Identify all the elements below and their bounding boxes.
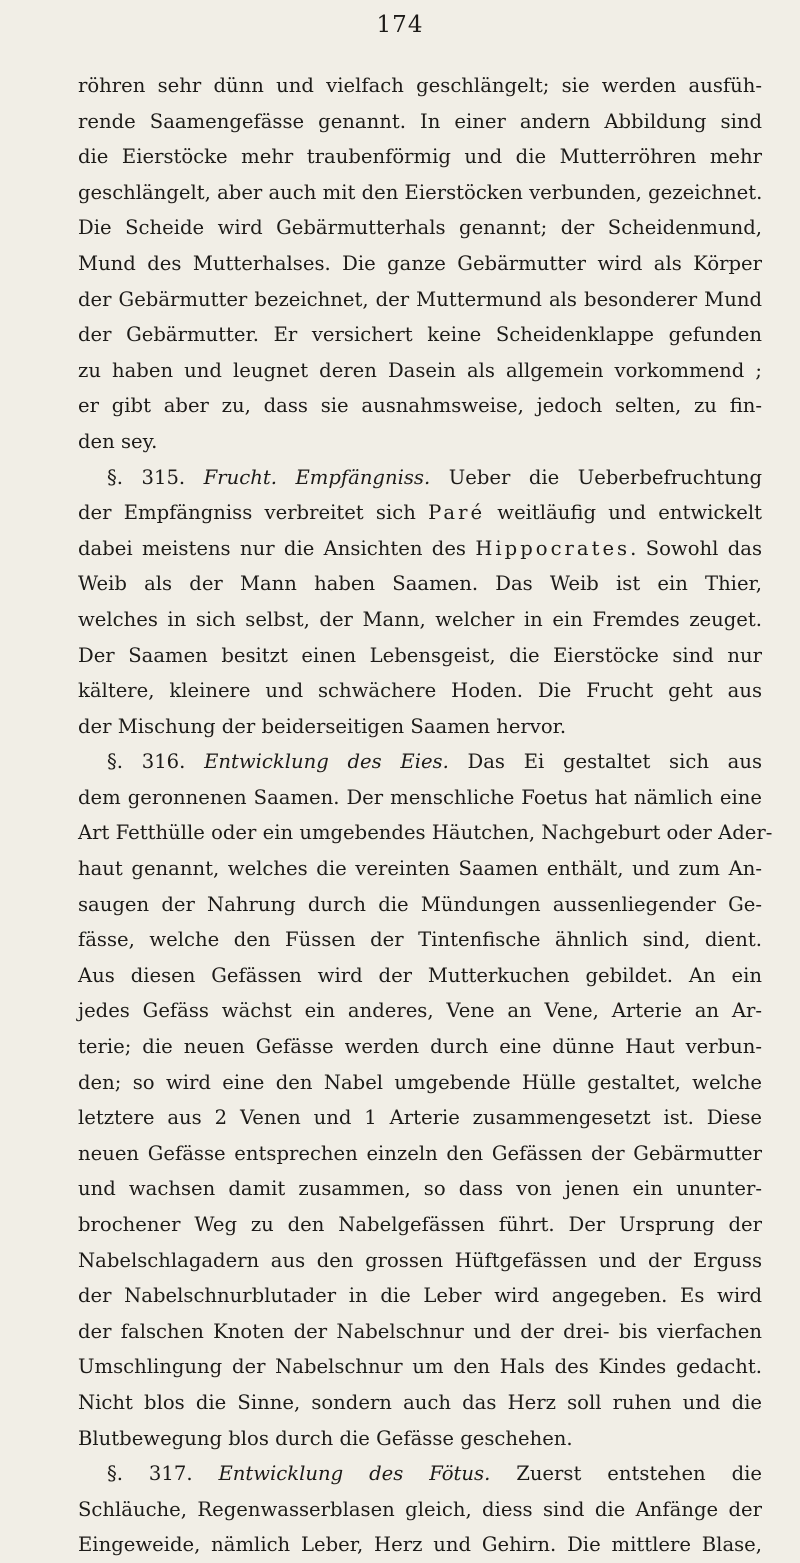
- text-line: [78, 139, 762, 175]
- line-text: der Mischung der beiderseitigen Saamen hervor.: [78, 714, 567, 738]
- author-name: Paré: [428, 501, 486, 525]
- text-line: [78, 887, 762, 923]
- text-line: [78, 673, 762, 709]
- section-heading: Frucht. Empfängniss.: [203, 465, 431, 489]
- text-line: [78, 424, 762, 460]
- text-line: [78, 282, 762, 318]
- section-heading: Entwicklung des Fötus.: [218, 1462, 491, 1486]
- line-text: jedes Gefäss wächst ein anderes, Vene an Vene, Arterie an Ar-: [78, 999, 762, 1023]
- line-text: . Sowohl das: [630, 536, 762, 560]
- text-line: [78, 1243, 762, 1279]
- line-text: Nabelschlagadern aus den grossen Hüftgefässen und der Erguss: [78, 1248, 762, 1272]
- text-line: [78, 388, 762, 424]
- line-text: welches in sich selbst, der Mann, welcher in ein Fremdes zeuget.: [78, 607, 762, 631]
- text-line: [78, 1349, 762, 1385]
- text-line: [78, 1100, 762, 1136]
- line-text: haut genannt, welches die vereinten Saamen enthält, und zum An-: [78, 857, 762, 881]
- text-line: [78, 175, 762, 211]
- text-line: [78, 210, 762, 246]
- line-text: Das Ei gestaltet sich aus: [448, 750, 763, 774]
- line-text: Mund des Mutterhalses. Die ganze Gebärmutter wird als Körper: [78, 251, 762, 275]
- line-text: die Eierstöcke mehr traubenförmig und die Mutterröhren mehr: [78, 145, 762, 169]
- text-line: [78, 1029, 762, 1065]
- text-line: [78, 958, 762, 994]
- line-text: Ueber die Ueberbefruchtung: [430, 465, 762, 489]
- line-text: Schläuche, Regenwasserblasen gleich, diess sind die Anfänge der: [78, 1497, 762, 1521]
- line-text: rende Saamengefässe genannt. In einer andern Abbildung sind: [78, 109, 762, 133]
- text-line: [78, 922, 762, 958]
- text-line: [78, 68, 762, 104]
- line-text: saugen der Nahrung durch die Mündungen aussenliegender Ge-: [78, 892, 762, 916]
- line-text: der Empfängniss verbreitet sich: [78, 501, 429, 525]
- line-text: er gibt aber zu, dass sie ausnahmsweise, jedoch selten, zu fin-: [78, 394, 762, 418]
- line-text: Der Saamen besitzt einen Lebensgeist, die Eierstöcke sind nur: [78, 643, 762, 667]
- line-text: Blutbewegung blos durch die Gefässe geschehen.: [78, 1426, 573, 1450]
- line-text: den; so wird eine den Nabel umgebende Hülle gestaltet, welche: [78, 1070, 762, 1094]
- line-text: §. 316.: [107, 750, 205, 774]
- text-line: [78, 993, 762, 1029]
- text-line: [78, 780, 762, 816]
- line-text: terie; die neuen Gefässe werden durch eine dünne Haut verbun-: [78, 1035, 762, 1059]
- line-text: dem geronnenen Saamen. Der menschliche Foetus hat nämlich eine: [78, 785, 762, 809]
- text-line: [78, 1385, 762, 1421]
- text-line: [78, 851, 762, 887]
- text-line: [78, 1527, 762, 1563]
- text-line: [78, 104, 762, 140]
- line-text: Art Fetthülle oder ein umgebendes Häutchen, Nachgeburt oder Ader-: [78, 821, 773, 845]
- line-text: Weib als der Mann haben Saamen. Das Weib ist ein Thier,: [78, 572, 762, 596]
- section-heading: Entwicklung des Eies.: [204, 750, 449, 774]
- line-text: Die Scheide wird Gebärmutterhals genannt; der Scheidenmund,: [78, 216, 762, 240]
- line-text: der falschen Knoten der Nabelschnur und der drei- bis vierfachen: [78, 1319, 762, 1343]
- author-name: Hippocrates: [475, 536, 631, 560]
- line-text: zu haben und leugnet deren Dasein als allgemein vorkommend ;: [78, 358, 762, 382]
- text-line: [78, 709, 762, 745]
- text-line: [78, 1421, 762, 1457]
- text-line: [78, 1136, 762, 1172]
- text-line: [78, 1492, 762, 1528]
- text-line: [78, 246, 762, 282]
- line-text: kältere, kleinere und schwächere Hoden. Die Frucht geht aus: [78, 679, 762, 703]
- line-text: §. 317.: [107, 1462, 219, 1486]
- line-text: Eingeweide, nämlich Leber, Herz und Gehirn. Die mittlere Blase,: [78, 1533, 762, 1557]
- text-line: [78, 1278, 762, 1314]
- line-text: Nicht blos die Sinne, sondern auch das Herz soll ruhen und die: [78, 1390, 762, 1414]
- line-text: geschlängelt, aber auch mit den Eierstöcken verbunden, gezeichnet.: [78, 180, 763, 204]
- line-text: brochener Weg zu den Nabelgefässen führt. Der Ursprung der: [78, 1213, 762, 1236]
- text-line: [78, 317, 762, 353]
- text-line: [78, 1456, 762, 1492]
- text-line: [78, 353, 762, 389]
- text-line: [78, 531, 762, 567]
- line-text: der Gebärmutter bezeichnet, der Muttermund als besonderer Mund: [78, 287, 762, 311]
- text-line: [78, 602, 762, 638]
- text-line: [78, 566, 762, 602]
- line-text: Aus diesen Gefässen wird der Mutterkuchen gebildet. An ein: [78, 963, 762, 987]
- text-line: [78, 638, 762, 674]
- text-line: [78, 1207, 762, 1243]
- text-line: [78, 744, 762, 780]
- line-text: der Nabelschnurblutader in die Leber wird angegeben. Es wird: [78, 1284, 762, 1308]
- text-line: [78, 1314, 762, 1350]
- line-text: Umschlingung der Nabelschnur um den Hals des Kindes gedacht.: [78, 1355, 762, 1379]
- line-text: weitläufig und entwickelt: [485, 501, 762, 525]
- line-text: und wachsen damit zusammen, so dass von jenen ein ununter-: [78, 1177, 762, 1201]
- text-line: [78, 460, 762, 496]
- text-line: [78, 1065, 762, 1101]
- line-text: fässe, welche den Füssen der Tintenfische ähnlich sind, dient.: [78, 928, 762, 952]
- text-line: [78, 495, 762, 531]
- line-text: §. 315.: [107, 465, 204, 489]
- line-text: der Gebärmutter. Er versichert keine Scheidenklappe gefunden: [78, 323, 762, 347]
- text-line: [78, 1171, 762, 1207]
- line-text: den sey.: [78, 429, 158, 453]
- line-text: dabei meistens nur die Ansichten des: [78, 536, 476, 560]
- text-line: [78, 815, 773, 851]
- line-text: röhren sehr dünn und vielfach geschlängelt; sie werden ausfüh-: [78, 74, 762, 97]
- page-number: 174: [376, 12, 424, 38]
- line-text: neuen Gefässe entsprechen einzeln den Gefässen der Gebärmutter: [78, 1141, 762, 1165]
- body-text: [78, 68, 773, 1563]
- line-text: letztere aus 2 Venen und 1 Arterie zusammengesetzt ist. Diese: [78, 1106, 762, 1130]
- line-text: Zuerst entstehen die: [490, 1462, 762, 1486]
